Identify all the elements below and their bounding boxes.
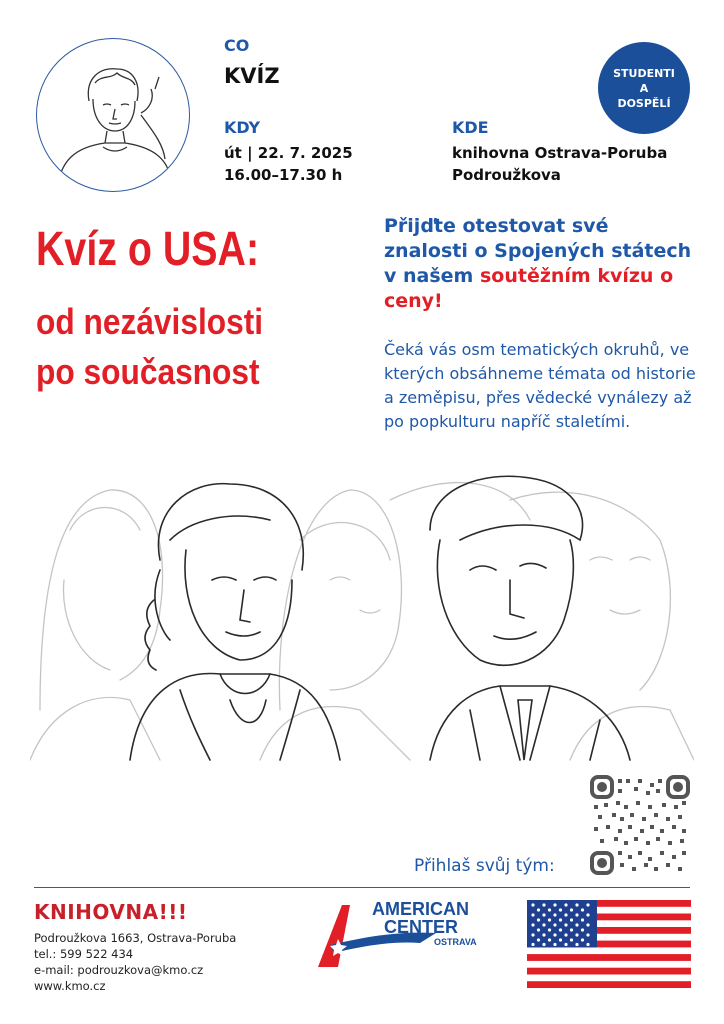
register-team-label: Přihlaš svůj tým: bbox=[414, 856, 555, 876]
title-line-1: Kvíz o USA: bbox=[36, 223, 260, 276]
title-line-2: od nezávislosti bbox=[36, 301, 264, 342]
library-email[interactable]: e-mail: podrouzkova@kmo.cz bbox=[34, 963, 204, 977]
intro-part-2: soutěžním kvízu o ceny! bbox=[384, 265, 674, 312]
library-address: Podroužkova 1663, Ostrava-Poruba bbox=[34, 931, 237, 945]
event-type: KVÍZ bbox=[224, 64, 280, 88]
thinking-person-illustration bbox=[36, 38, 190, 192]
event-date: út | 22. 7. 2025 bbox=[224, 144, 353, 162]
badge-line-3: DOSPĚLÍ bbox=[617, 96, 671, 110]
description-text: Čeká vás osm tematických okruhů, ve kterých obsáhneme témata od historie a zeměpisu, přes vědecké vynálezy až po popkulturu napříč staletími. bbox=[384, 340, 696, 431]
title-block bbox=[36, 297, 263, 397]
title-line-3: po současnost bbox=[36, 351, 260, 392]
badge-line-2: A bbox=[639, 81, 649, 95]
ac-line-3: OSTRAVA bbox=[434, 937, 477, 947]
us-flag-icon bbox=[527, 900, 691, 988]
badge-line-1: STUDENTI bbox=[613, 66, 675, 80]
audience-badge bbox=[598, 42, 690, 134]
intro-text bbox=[384, 214, 694, 314]
library-phone: tel.: 599 522 434 bbox=[34, 947, 134, 961]
american-center-logo bbox=[316, 897, 496, 969]
event-time: 16.00–17.30 h bbox=[224, 166, 343, 184]
ac-line-2: CENTER bbox=[384, 917, 459, 937]
presidents-illustration bbox=[30, 460, 694, 770]
kdy-label: KDY bbox=[224, 118, 261, 137]
event-place: knihovna Ostrava-Poruba bbox=[452, 144, 668, 162]
co-label: CO bbox=[224, 36, 250, 55]
library-logo-text: KNIHOVNA!!! bbox=[34, 900, 188, 924]
kde-label: KDE bbox=[452, 118, 489, 137]
ac-line-1: AMERICAN bbox=[372, 899, 469, 919]
library-website[interactable]: www.kmo.cz bbox=[34, 979, 106, 993]
event-branch: Podroužkova bbox=[452, 166, 561, 184]
intro-part-1: Přijďte otestovat své znalosti o Spojených státech v našem bbox=[384, 215, 692, 287]
footer-divider bbox=[34, 887, 690, 888]
registration-qr-code[interactable] bbox=[590, 775, 690, 875]
library-contact bbox=[34, 930, 236, 994]
